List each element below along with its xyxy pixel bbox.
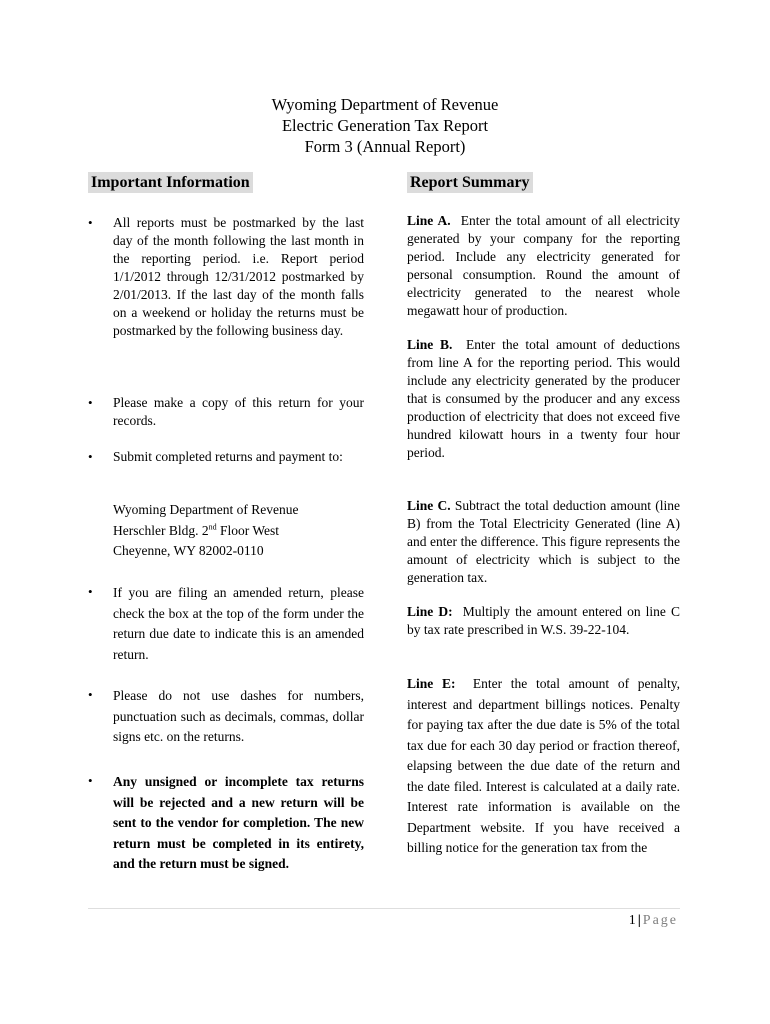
list-item bbox=[88, 448, 364, 466]
list-item bbox=[88, 686, 364, 748]
list-item bbox=[88, 583, 364, 665]
line-text: Enter the total amount of deductions from line A for the reporting period. This would include any electricity generated by the producer that is consumed by the producer and any excess production of electricity that does not exceed five hundred kilowatt hours in a twenty four hour period. bbox=[407, 337, 681, 460]
line-label: Line B. bbox=[407, 337, 453, 352]
bullet-icon: • bbox=[88, 395, 93, 410]
list-item-text: Please do not use dashes for numbers, punctuation such as decimals, commas, dollar signs etc. on the returns. bbox=[113, 688, 364, 744]
important-information-column bbox=[88, 172, 364, 871]
page-number: 1 bbox=[628, 913, 636, 928]
list-item-text: Any unsigned or incomplete tax returns will be rejected and a new return will be sent to the vendor for completion. The new return must be completed in its entirety, and the return must be signed. bbox=[113, 774, 364, 871]
line-text: Multiply the amount entered on line C by tax rate prescribed in W.S. 39-22-104. bbox=[407, 604, 681, 637]
list-item bbox=[88, 772, 364, 875]
header-form-name: Form 3 (Annual Report) bbox=[304, 137, 466, 156]
list-item-text: Please make a copy of this return for your records. bbox=[113, 395, 364, 428]
document-header bbox=[0, 94, 770, 157]
report-summary-column bbox=[407, 172, 681, 855]
line-b-instructions bbox=[407, 336, 680, 462]
line-text: Subtract the total deduction amount (line B) from the Total Electricity Generated (line A) and enter the difference. This figure represents the amount of electricity which is subject to the generation tax. bbox=[407, 498, 681, 585]
line-d-instructions bbox=[407, 603, 680, 639]
address-floor: Floor West bbox=[216, 522, 280, 538]
bullet-icon: • bbox=[88, 215, 93, 230]
line-label: Line A. bbox=[407, 213, 451, 228]
line-e-instructions bbox=[407, 674, 680, 859]
line-label: Line D: bbox=[407, 604, 453, 619]
footer-divider bbox=[88, 908, 680, 909]
line-text: Enter the total amount of all electricity generated by your company for the reporting period. Include any electricity generated for personal consumption. Round the amount of electricity generated to the nearest whole megawatt hour of production. bbox=[407, 213, 681, 318]
bullet-icon: • bbox=[88, 773, 93, 788]
list-item-text: If you are filing an amended return, please check the box at the top of the form under the return due date to indicate this is an amended return. bbox=[113, 585, 364, 662]
header-report-title: Electric Generation Tax Report bbox=[281, 116, 489, 135]
address-line-1: Wyoming Department of Revenue bbox=[113, 502, 299, 517]
mailing-address bbox=[113, 500, 299, 562]
line-label: Line C. bbox=[407, 498, 451, 513]
list-item-text: All reports must be postmarked by the last day of the month following the last month in the reporting period. i.e. Report period 1/1/2012 through 12/31/2012 postmarked by 2/01/2013. If the last day of the month falls on a weekend or holiday the returns must be postmarked by the following business day. bbox=[113, 215, 364, 338]
page-label: Page bbox=[642, 913, 678, 928]
report-summary-heading: Report Summary bbox=[407, 172, 533, 193]
address-line-2 bbox=[113, 521, 299, 542]
line-label: Line E: bbox=[407, 676, 456, 691]
address-floor-suffix: nd bbox=[208, 522, 217, 531]
page-separator: | bbox=[637, 913, 641, 928]
address-line-3: Cheyenne, WY 82002-0110 bbox=[113, 543, 264, 558]
bullet-icon: • bbox=[88, 449, 93, 464]
line-a-instructions bbox=[407, 212, 680, 320]
bullet-icon: • bbox=[88, 584, 93, 599]
important-information-heading: Important Information bbox=[88, 172, 253, 193]
line-c-instructions bbox=[407, 497, 680, 587]
page-number-footer bbox=[629, 912, 678, 930]
address-building: Herschler Bldg. 2 bbox=[113, 522, 209, 538]
list-item bbox=[88, 394, 364, 430]
line-text: Enter the total amount of penalty, interest and department billings notices. Penalty for paying tax after the due date is 5% of the total tax due for each 30 day period or fraction thereof, elapsing between the due date of the return and the date filed. Interest is calculated at a daily rate. Interest rate information is available on the Department website. If you have received a billing notice for the generation tax from the bbox=[407, 676, 680, 855]
list-item-text: Submit completed returns and payment to: bbox=[113, 449, 343, 464]
list-item bbox=[88, 214, 364, 340]
header-agency: Wyoming Department of Revenue bbox=[271, 95, 499, 114]
bullet-icon: • bbox=[88, 687, 93, 702]
